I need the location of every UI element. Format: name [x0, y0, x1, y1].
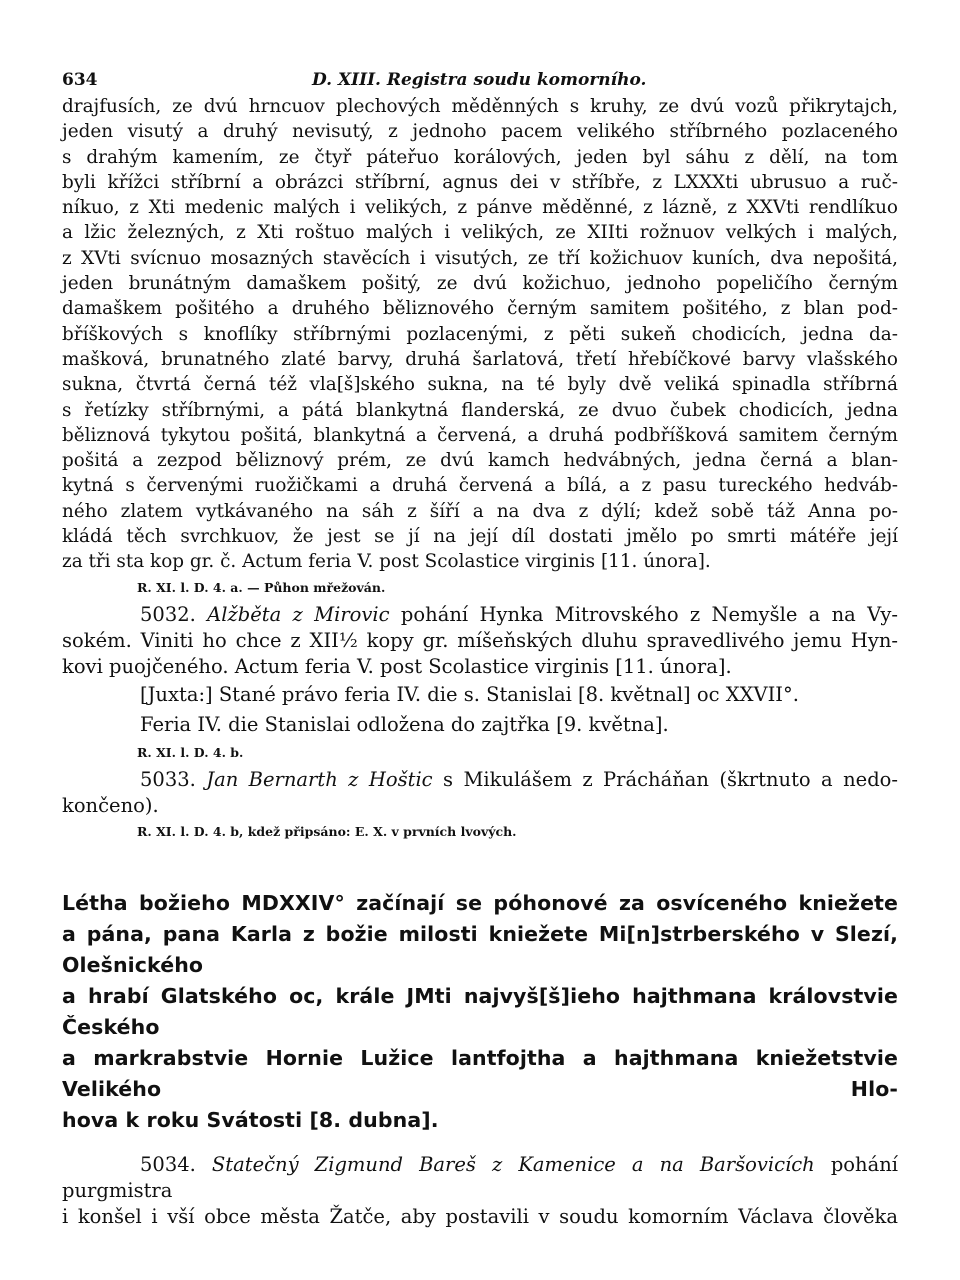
text-line: níkuo, z Xti medenic malých i velikých, z pánve měděnné, z lázně, z XXVti rendlíkuo — [62, 197, 898, 219]
entry-text: pohání purgmistra — [62, 1152, 899, 1202]
heading-line: hova k roku Svátosti [8. dubna]. — [62, 1107, 439, 1132]
entry-first-line — [62, 1152, 898, 1204]
entry-5032 — [62, 602, 898, 765]
entry-5034 — [62, 1152, 898, 1230]
heading-line: a hrabí Glatského oc, krále JMti najvyš[š]ieho hajthmana královstvie Českého — [62, 983, 898, 1039]
page-number: 634 — [62, 70, 98, 90]
text-line: jeden brunátným damaškem pošitý, ze dvú kožichuo, jednoho popeličího černým — [62, 273, 898, 295]
entry-text: pohání Hynka Mitrovského z Nemyšle a na Vy- — [400, 602, 899, 626]
text-line: damaškem pošitého a druhého běliznového černým samitem pošitého, z blan pod- — [62, 298, 898, 320]
entry-5033 — [62, 767, 898, 844]
text-line: s řetízky stříbrnými, a pátá blankytná flanderská, ze dvuo čubek chodicích, jedna — [62, 399, 898, 421]
entry-number: 5033. — [140, 767, 196, 791]
archival-note: R. XI. l. D. 4. b. — [137, 744, 244, 760]
text-line: ného zlatem vytkávaného na sáh z šíří a na dva z dýlí; kdež sobě táž Anna po- — [62, 500, 898, 522]
entry-person-name: Alžběta z Mirovic — [207, 602, 390, 626]
heading-line: Létha božieho MDXXIV° začínají se póhonové za osvíceného kniežete — [62, 890, 898, 915]
text-line: bříškových s knoflíky stříbrnými pozlacenými, z pěti sukeň chodicích, jedna da- — [62, 323, 898, 345]
text-line: a lžic železných, z Xti roštuo malých i velikých, ze XIIti rožnuov velkých i malých, — [62, 222, 898, 244]
page — [62, 60, 898, 1230]
heading-line: a pána, pana Karla z božie milosti kniežete Mi[n]strberského v Slezí, Olešnického — [62, 921, 898, 977]
archival-note: R. XI. l. D. 4. a. — Půhon mřežován. — [137, 579, 386, 595]
entry-number: 5032. — [140, 602, 196, 626]
text-line: kládá těch svrchkuov, že jest se jí na její díl dostati jmělo po smrti mátéře její — [62, 526, 898, 548]
text-line: s drahým kamením, ze čtyř páteřuo korálových, jeden byl sáhu z dělí, na tom — [62, 146, 898, 168]
text-line: i konšel i vší obce města Žatče, aby postavili v soudu komorním Václava člověka — [62, 1204, 898, 1228]
entry-person-name: Jan Bernarth z Hoštic — [206, 767, 433, 791]
feria-line: Feria IV. die Stanislai odložena do zajtřka [9. května]. — [140, 712, 669, 736]
text-line: sukna, čtvrtá černá též vla[š]ského sukna, na té byly dvě veliká spinadla stříbrná — [62, 374, 898, 396]
text-line: sokém. Viniti ho chce z XII½ kopy gr. míšeňských dluhu spravedlivého jemu Hyn- — [62, 628, 898, 652]
text-line: kytná s červenými ruožičkami a druhá červená a bílá, a z pasu tureckého hedváb- — [62, 475, 898, 497]
running-title: D. XIII. Registra soudu komorního. — [312, 70, 647, 90]
text-line: kovi puojčeného. Actum feria V. post Scolastice virginis [11. února]. — [62, 654, 732, 678]
paragraph-inventory — [62, 94, 898, 575]
entry-first-line — [62, 602, 898, 628]
entry-text: s Mikulášem z Prácháňan (škrtnuto a nedo- — [443, 767, 899, 791]
text-line: za tři sta kop gr. č. Actum feria V. post Scolastice virginis [11. února]. — [62, 551, 711, 573]
text-line: z XVti svícnuo mosazných stavěcích i visutých, ze tří kožichuov kuních, dva nepošitá, — [62, 247, 898, 269]
text-line: pošitá a zezpod běliznový prém, ze dvú kamch hedvábných, jedna černá a blan- — [62, 450, 898, 472]
text-line: drajfusích, ze dvú hrncuov plechových měděnných s kruhy, ze dvú vozů přikrytajch, — [62, 96, 898, 117]
text-line: končeno). — [62, 793, 159, 817]
text-line: jeden visutý a druhý nevisutý, z jednoho pacem velikého stříbrného pozlaceného — [62, 121, 898, 143]
juxta-line: [Juxta:] Stané právo feria IV. die s. Stanislai [8. květnal] oc XXVII°. — [140, 682, 799, 706]
page-header — [62, 60, 898, 94]
entry-person-name: Statečný Zigmund Bareš z Kamenice a na Baršovicích — [211, 1152, 815, 1176]
text-line: byli křížci stříbrní a obrázci stříbrní, agnus dei v stříbře, z LXXXti ubrusuo a ruč- — [62, 171, 898, 193]
entry-first-line — [62, 767, 898, 793]
archival-note: R. XI. l. D. 4. b, kdež připsáno: E. X. v prvních lvových. — [137, 823, 517, 839]
heading-line: a markrabstvie Hornie Lužice lantfojtha a hajthmana kniežetstvie Velikého Hlo- — [62, 1045, 898, 1101]
text-line: běliznová tykytou pošitá, blankytná a červená, a druhá podbříšková samitem černým — [62, 424, 898, 446]
section-heading — [62, 888, 898, 1136]
text-line: mašková, brunatného zlaté barvy, druhá šarlatová, třetí hřebíčkové barvy vlašského — [62, 348, 898, 370]
entry-number: 5034. — [140, 1152, 196, 1176]
